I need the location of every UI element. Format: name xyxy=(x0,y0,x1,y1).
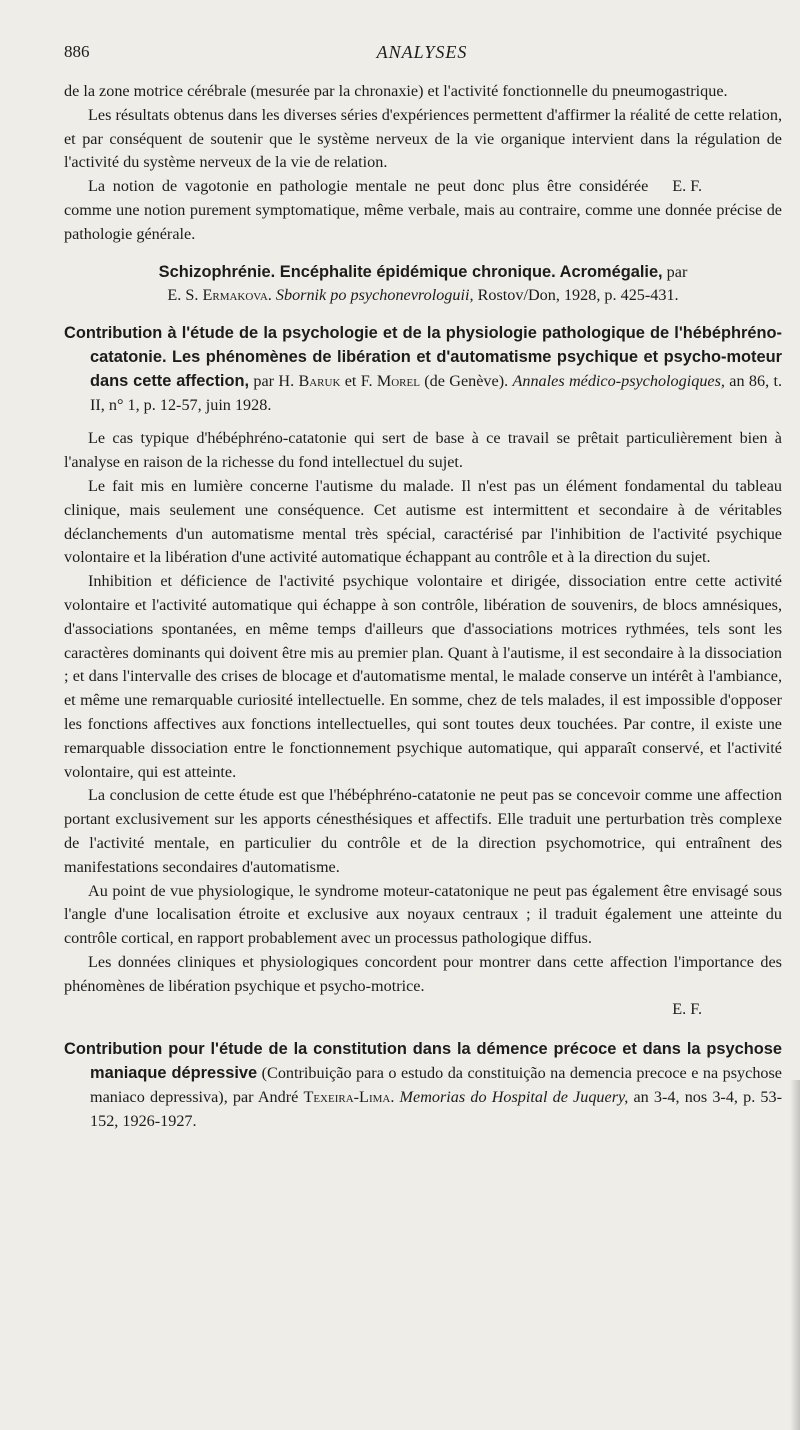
intro-signature: E. F. xyxy=(672,177,702,196)
entry-schizophrenie-source: Sbornik po psychonevrologuii, xyxy=(275,286,474,305)
entry-schizophrenie-author: E. S. Ermakova. xyxy=(167,286,272,305)
entry-demence-author: Texeira-Lima. xyxy=(303,1087,395,1106)
hebephreno-paragraph-3: Inhibition et déficience de l'activité psychique volontaire et dirigée, dissociation entre cette activité volontaire et l'activité automatique qui échappe à son contrôle, libération de souvenirs, de blocs amnésiques, d'associations spontanées, en même temps d'ailleurs que d'associations motrices rythmées, tels sont les caractères dominants qui doivent être mis au premier plan. Quant à l'autisme, il est secondaire à la dissociation ; et dans l'intervalle des crises de blocage et d'automatisme mental, le malade conserve un intérêt à l'ambiance, et même une remarquable curiosité intellectuelle. En somme, chez de tels malades, il est impossible d'opposer les fonctions affectives aux fonctions intellectuelles, qui sont toutes deux touchées. Par contre, il existe une remarquable dissociation entre le fonctionnement psychique automatique, qui apparaît conservé, et l'activité volontaire, qui est atteinte. xyxy=(64,572,782,781)
entry-demence-title: Contribution pour l'étude de la constitution dans la démence précoce et dans la psychose maniaque dépressive xyxy=(64,1040,782,1083)
hebephreno-paragraph-4: La conclusion de cette étude est que l'hébéphréno-catatonie ne peut pas se concevoir comme une affection portant exclusivement sur les apports cénesthésiques et affectifs. Elle traduit une perturbation très complexe de l'activité mentale, en particulier du contrôle et de la direction psychomotrice, qui entraînent des manifestations secondaires d'automatisme. xyxy=(64,786,782,876)
hebephreno-paragraph-6: Les données cliniques et physiologiques concordent pour montrer dans cette affection l'importance des phénomènes de libération psychique et psycho-motrice. xyxy=(64,952,782,995)
page-header xyxy=(64,42,780,66)
intro-paragraph-3 xyxy=(64,175,782,246)
entry-hebephreno-by: par xyxy=(249,371,279,390)
entry-hebephreno-details: an 86, t. II, n° 1, p. 12-57, juin 1928. xyxy=(90,371,782,414)
entry-demence-details: an 3-4, nos 3-4, p. 53-152, 1926-1927. xyxy=(90,1087,782,1130)
intro-paragraph-3-text: La notion de vagotonie en pathologie mentale ne peut donc plus être considérée comme une notion purement symptomatique, même verbale, mais au contraire, comme une donnée précise de pathologie générale. xyxy=(64,177,782,243)
entry-schizophrenie xyxy=(64,261,782,309)
entry-hebephreno-affiliation: (de Genève). xyxy=(419,371,513,390)
hebephreno-signature: E. F. xyxy=(672,1000,702,1019)
intro-paragraph-1: de la zone motrice cérébrale (mesurée par la chronaxie) et l'activité fonctionnelle du pneumogastrique. xyxy=(64,82,728,100)
entry-schizophrenie-by: par xyxy=(662,262,688,281)
running-title: ANALYSES xyxy=(376,42,468,62)
entry-schizophrenie-title: Schizophrénie. Encéphalite épidémique chronique. Acromégalie, xyxy=(158,262,663,281)
entry-demence-translation: (Contribuição para o estudo da constituição na demencia precoce e na psychose maniaco depressiva), xyxy=(90,1064,782,1106)
hebephreno-paragraph-2: Le fait mis en lumière concerne l'autisme du malade. Il n'est pas un élément fondamental du tableau clinique, mais seulement une conséquence. Cet autisme est intermittent et secondaire à de véritables déclanchements d'un automatisme mental très spécial, caractérisé par l'inhibition de l'activité psychique volontaire et la libération d'une activité automatique échappant au contrôle et à la direction du sujet. xyxy=(64,476,782,567)
entry-hebephreno-catatonie xyxy=(64,322,782,417)
entry-hebephreno-author-2: F. Morel xyxy=(360,371,420,390)
page-number: 886 xyxy=(64,42,90,61)
hebephreno-paragraph-1: Le cas typique d'hébéphréno-catatonie qui sert de base à ce travail se prêtait particulièrement bien à l'analyse en raison de la richesse du fond intellectuel du sujet. xyxy=(64,429,782,472)
entry-hebephreno-title: Contribution à l'étude de la psychologie et de la physiologie pathologique de l'hébéphréno-catatonie. Les phénomènes de libération et d'automatisme psychique et psycho-moteur dans cette affection, xyxy=(64,324,782,390)
entry-hebephreno-and: et xyxy=(340,371,361,390)
intro-paragraph-2: Les résultats obtenus dans les diverses séries d'expériences permettent d'affirmer la réalité de cette relation, et par conséquent de soutenir que le système nerveux de la vie organique intervient dans la régulation de l'activité du système nerveux de la vie de relation. xyxy=(64,105,782,172)
entry-demence-source: Memorias do Hospital de Juquery, xyxy=(399,1087,629,1106)
entry-hebephreno-author-1: H. Baruk xyxy=(278,371,341,390)
entry-hebephreno-source: Annales médico-psychologiques, xyxy=(512,371,725,390)
page-content xyxy=(64,80,782,1133)
entry-demence-precoce xyxy=(64,1038,782,1133)
hebephreno-paragraph-5: Au point de vue physiologique, le syndrome moteur-catatonique ne peut pas également être envisagé sous l'angle d'une localisation étroite et exclusive aux noyaux centraux ; il traduit également une atteinte du contrôle cortical, en rapport probablement avec un processus pathologique diffus. xyxy=(64,881,782,948)
page-edge-shadow xyxy=(790,1080,800,1430)
entry-demence-by: par André xyxy=(232,1087,304,1106)
entry-schizophrenie-details: Rostov/Don, 1928, p. 425-431. xyxy=(473,286,679,305)
